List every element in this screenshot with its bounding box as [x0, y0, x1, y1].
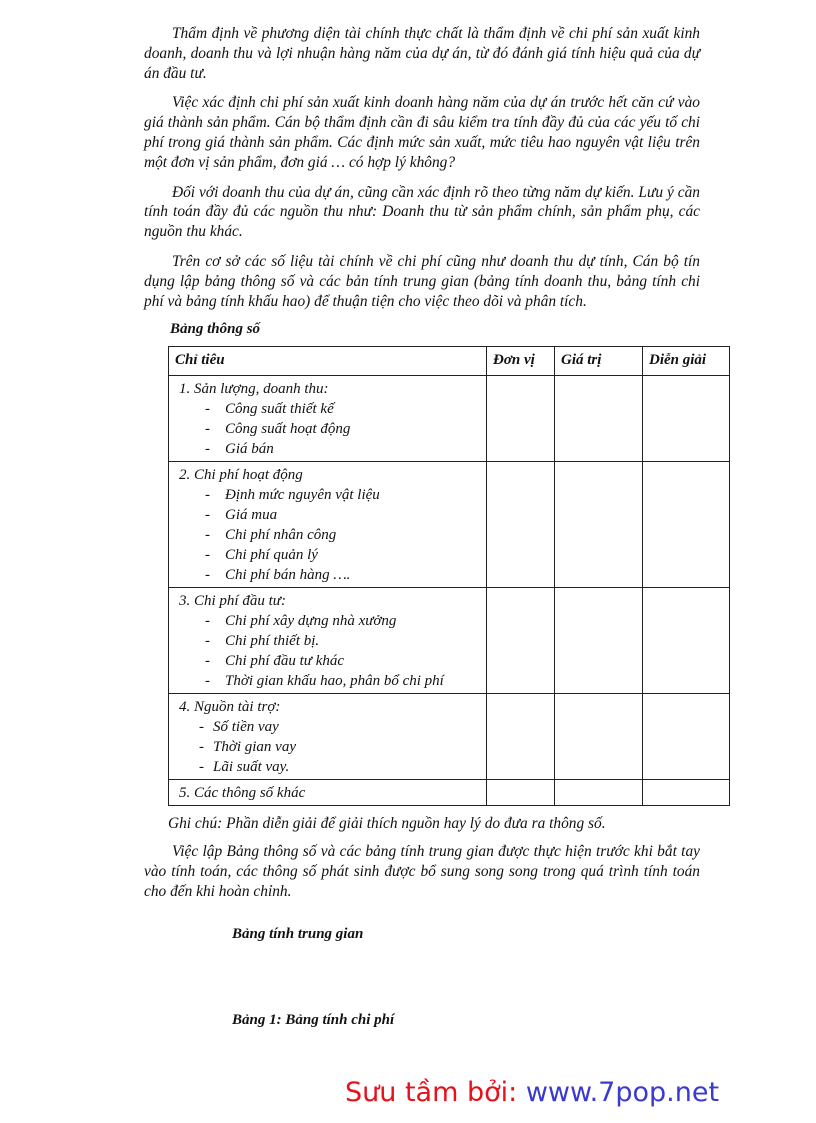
group-item: - Thời gian khấu hao, phân bổ chi phí	[205, 673, 444, 690]
explanation-cell	[643, 588, 730, 694]
unit-cell	[487, 694, 555, 780]
group-item: - Chi phí đầu tư khác	[205, 653, 345, 670]
group-item-label: Định mức nguyên vật liệu	[225, 487, 380, 504]
table1-caption: Bảng 1: Bảng tính chi phí	[232, 1012, 395, 1028]
group-item: - Công suất hoạt động	[205, 421, 351, 438]
group-item-label: Công suất hoạt động	[225, 421, 351, 438]
group-item: - Số tiền vay	[199, 719, 279, 736]
group-title: 1. Sản lượng, doanh thu:	[179, 381, 329, 398]
group-item-label: Chi phí thiết bị.	[225, 633, 320, 650]
unit-cell	[487, 588, 555, 694]
value-cell	[555, 694, 643, 780]
group-title: 5. Các thông số khác	[179, 785, 306, 802]
group-item-label: Thời gian khấu hao, phân bổ chi phí	[225, 673, 444, 690]
indicator-cell	[169, 462, 487, 588]
table-row	[169, 462, 730, 588]
paragraph: Thẩm định về phương diện tài chính thực chất là thẩm định về chi phí sản xuất kinh doanh, doanh thu và lợi nhuận hàng năm của dự án, từ đó đánh giá tính hiệu quả của dự án đầu tư.	[144, 25, 700, 82]
table-row	[169, 588, 730, 694]
indicator-cell	[169, 694, 487, 780]
group-item-label: Chi phí xây dựng nhà xưởng	[225, 613, 397, 630]
unit-cell	[487, 376, 555, 462]
unit-cell	[487, 780, 555, 806]
value-cell	[555, 780, 643, 806]
value-cell	[555, 376, 643, 462]
paragraph: Đối với doanh thu của dự án, cũng cần xác định rõ theo từng năm dự kiến. Lưu ý cần tính toán đầy đủ các nguồn thu như: Doanh thu từ sản phẩm chính, sản phẩm phụ, các nguồn thu khác.	[144, 183, 700, 241]
group-item-label: Chi phí nhân công	[225, 527, 337, 544]
group-item: - Giá mua	[205, 507, 278, 524]
document-page	[144, 24, 707, 912]
footer-prefix: Sưu tầm bởi:	[345, 1077, 526, 1108]
group-title: 4. Nguồn tài trợ:	[179, 699, 281, 716]
footer-site-link[interactable]: www.7pop.net	[525, 1077, 720, 1108]
group-item-label: Số tiền vay	[213, 719, 279, 736]
group-item: - Lãi suất vay.	[199, 759, 290, 776]
header-cell: Giá trị	[555, 347, 643, 376]
group-item: - Giá bán	[205, 441, 274, 458]
value-cell	[555, 462, 643, 588]
header-cell: Đơn vị	[487, 347, 555, 376]
parameters-table	[168, 346, 730, 806]
group-item-label: Giá bán	[225, 441, 274, 458]
value-cell	[555, 588, 643, 694]
group-item-label: Chi phí bán hàng ….	[225, 567, 351, 584]
paragraph: Trên cơ sở các số liệu tài chính về chi phí cũng như doanh thu dự tính, Cán bộ tín dụng lập bảng thông số và các bản tính trung gian (bảng tính doanh thu, bảng tính chi phí và bảng tính khấu hao) để thuận tiện cho việc theo dõi và phân tích.	[144, 252, 700, 310]
group-item: - Chi phí thiết bị.	[205, 633, 320, 650]
table-caption: Bảng thông số	[170, 321, 261, 338]
group-item-label: Giá mua	[225, 507, 278, 524]
paragraph: Việc lập Bảng thông số và các bảng tính trung gian được thực hiện trước khi bắt tay vào tính toán, các thông số phát sinh được bổ sung song song trong quá trình tính toán cho đến khi hoàn chỉnh.	[144, 843, 700, 900]
header-cell: Diễn giải	[643, 347, 730, 376]
group-item: - Định mức nguyên vật liệu	[205, 487, 380, 504]
table-row	[169, 780, 730, 806]
watermark-footer	[345, 1077, 719, 1108]
unit-cell	[487, 462, 555, 588]
group-item-label: Công suất thiết kế	[225, 401, 334, 418]
group-item: - Chi phí quản lý	[205, 547, 318, 564]
group-item: - Công suất thiết kế	[205, 401, 334, 418]
intermediate-tables-caption: Bảng tính trung gian	[232, 926, 364, 942]
explanation-cell	[643, 780, 730, 806]
table-header-row	[169, 347, 730, 376]
indicator-cell	[169, 376, 487, 462]
group-item-label: Lãi suất vay.	[213, 759, 290, 776]
table-row	[169, 694, 730, 780]
table-note: Ghi chú: Phần diễn giải để giải thích nguồn hay lý do đưa ra thông số.	[168, 815, 606, 833]
group-item-label: Chi phí quản lý	[225, 547, 318, 564]
group-item: - Chi phí xây dựng nhà xưởng	[205, 613, 397, 630]
group-item: - Chi phí bán hàng ….	[205, 567, 351, 584]
group-item-label: Chi phí đầu tư khác	[225, 653, 345, 670]
header-cell: Chỉ tiêu	[169, 347, 487, 376]
group-item: - Thời gian vay	[199, 739, 296, 756]
indicator-cell	[169, 588, 487, 694]
explanation-cell	[643, 376, 730, 462]
table-row	[169, 376, 730, 462]
group-title: 3. Chi phí đầu tư:	[179, 593, 286, 610]
explanation-cell	[643, 694, 730, 780]
indicator-cell	[169, 780, 487, 806]
group-item: - Chi phí nhân công	[205, 527, 337, 544]
explanation-cell	[643, 462, 730, 588]
group-title: 2. Chi phí hoạt động	[179, 467, 303, 484]
paragraph: Việc xác định chi phí sản xuất kinh doanh hàng năm của dự án trước hết căn cứ vào giá thành sản phẩm. Cán bộ thẩm định cần đi sâu kiểm tra tính đầy đủ của các yếu tố chi phí trong giá thành sản phẩm. Các định mức sản xuất, mức tiêu hao nguyên vật liệu trên một đơn vị sản phẩm, đơn giá … có hợp lý không?	[144, 94, 700, 171]
group-item-label: Thời gian vay	[213, 739, 296, 756]
